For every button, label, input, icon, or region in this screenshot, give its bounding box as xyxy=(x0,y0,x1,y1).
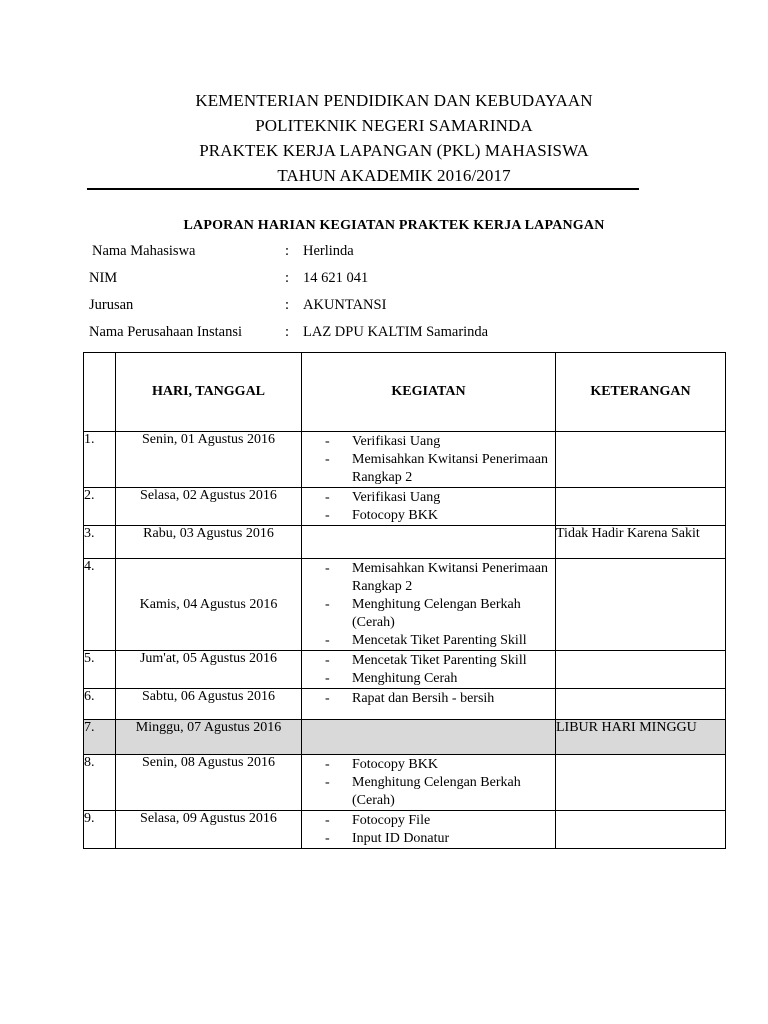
bullet-dash: - xyxy=(325,691,330,706)
activity-text: Memisahkan Kwitansi Penerimaan Rangkap 2 xyxy=(352,561,548,594)
activity-list xyxy=(302,755,555,810)
bullet-dash: - xyxy=(325,597,330,612)
activity-item xyxy=(302,690,555,708)
academic-year: TAHUN AKADEMIK 2016/2017 xyxy=(277,166,511,185)
bullet-dash: - xyxy=(325,813,330,828)
document-header xyxy=(0,88,768,188)
activity-item xyxy=(302,507,555,525)
row-date: Sabtu, 06 Agustus 2016 xyxy=(116,689,302,720)
row-date: Rabu, 03 Agustus 2016 xyxy=(116,526,302,559)
activity-text: Mencetak Tiket Parenting Skill xyxy=(352,633,527,648)
bullet-dash: - xyxy=(325,633,330,648)
table-row xyxy=(84,432,726,488)
activity-list xyxy=(302,689,555,708)
row-activities xyxy=(302,689,556,720)
activity-text: Fotocopy File xyxy=(352,813,431,828)
bullet-dash: - xyxy=(325,775,330,790)
header-divider xyxy=(87,188,639,190)
row-number: 8. xyxy=(84,755,116,811)
activity-item xyxy=(302,812,555,830)
header-date: HARI, TANGGAL xyxy=(116,353,302,432)
row-note xyxy=(556,432,726,488)
info-value: LAZ DPU KALTIM Samarinda xyxy=(303,324,489,340)
activity-item xyxy=(302,670,555,688)
bullet-dash: - xyxy=(325,490,330,505)
row-number: 5. xyxy=(84,651,116,689)
institution-name: POLITEKNIK NEGERI SAMARINDA xyxy=(255,116,533,135)
row-note xyxy=(556,811,726,849)
daily-activity-table xyxy=(83,352,726,849)
activity-item xyxy=(302,756,555,774)
activity-text: Mencetak Tiket Parenting Skill xyxy=(352,653,527,668)
bullet-dash: - xyxy=(325,653,330,668)
bullet-dash: - xyxy=(325,671,330,686)
row-activities xyxy=(302,651,556,689)
info-label: NIM xyxy=(89,270,118,286)
table-row xyxy=(84,526,726,559)
bullet-dash: - xyxy=(325,561,330,576)
activity-list xyxy=(302,559,555,650)
activity-item xyxy=(302,774,555,810)
bullet-dash: - xyxy=(325,831,330,846)
activity-list xyxy=(302,651,555,688)
activity-text: Fotocopy BKK xyxy=(352,757,438,772)
activity-item xyxy=(302,652,555,670)
info-label: Nama Perusahaan Instansi xyxy=(89,324,243,340)
table-row xyxy=(84,488,726,526)
row-note xyxy=(556,559,726,651)
activity-text: Menghitung Celengan Berkah (Cerah) xyxy=(352,597,521,630)
activity-item xyxy=(302,451,555,487)
table-row xyxy=(84,755,726,811)
activity-item xyxy=(302,632,555,650)
table-row xyxy=(84,720,726,755)
header-number xyxy=(84,353,116,432)
row-number: 4. xyxy=(84,559,116,651)
header-note: KETERANGAN xyxy=(556,353,726,432)
header-activity: KEGIATAN xyxy=(302,353,556,432)
row-activities xyxy=(302,488,556,526)
info-value: AKUNTANSI xyxy=(303,297,387,313)
activity-text: Fotocopy BKK xyxy=(352,508,438,523)
row-note xyxy=(556,651,726,689)
row-date: Senin, 08 Agustus 2016 xyxy=(116,755,302,811)
row-activities xyxy=(302,432,556,488)
activity-text: Rapat dan Bersih - bersih xyxy=(352,691,495,706)
info-colon: : xyxy=(285,297,290,313)
activity-item xyxy=(302,433,555,451)
row-number: 7. xyxy=(84,720,116,755)
table-body xyxy=(84,432,726,849)
ministry-name: KEMENTERIAN PENDIDIKAN DAN KEBUDAYAAN xyxy=(195,91,593,110)
info-colon: : xyxy=(285,243,290,259)
bullet-dash: - xyxy=(325,757,330,772)
info-colon: : xyxy=(285,270,290,286)
info-value: 14 621 041 xyxy=(303,270,369,286)
row-note xyxy=(556,689,726,720)
row-date: Senin, 01 Agustus 2016 xyxy=(116,432,302,488)
bullet-dash: - xyxy=(325,452,330,467)
activity-item xyxy=(302,489,555,507)
info-label: Nama Mahasiswa xyxy=(92,243,196,259)
activity-text: Memisahkan Kwitansi Penerimaan Rangkap 2 xyxy=(352,452,548,485)
activity-item xyxy=(302,830,555,848)
info-label: Jurusan xyxy=(89,297,134,313)
row-activities xyxy=(302,811,556,849)
activity-item xyxy=(302,560,555,596)
row-number: 9. xyxy=(84,811,116,849)
row-activities xyxy=(302,559,556,651)
row-number: 3. xyxy=(84,526,116,559)
row-note xyxy=(556,488,726,526)
row-activities xyxy=(302,720,556,755)
row-activities xyxy=(302,755,556,811)
activity-item xyxy=(302,596,555,632)
info-colon: : xyxy=(285,324,290,340)
row-number: 2. xyxy=(84,488,116,526)
row-date: Minggu, 07 Agustus 2016 xyxy=(116,720,302,755)
row-activities xyxy=(302,526,556,559)
report-title: LAPORAN HARIAN KEGIATAN PRAKTEK KERJA LAPANGAN xyxy=(183,218,605,233)
table-row xyxy=(84,689,726,720)
activity-list xyxy=(302,432,555,487)
activity-list xyxy=(302,811,555,848)
row-date: Jum'at, 05 Agustus 2016 xyxy=(116,651,302,689)
row-note: LIBUR HARI MINGGU xyxy=(556,720,726,755)
activity-text: Verifikasi Uang xyxy=(352,490,441,505)
table-row xyxy=(84,651,726,689)
table-header-row xyxy=(84,353,726,432)
row-number: 1. xyxy=(84,432,116,488)
row-number: 6. xyxy=(84,689,116,720)
row-date: Kamis, 04 Agustus 2016 xyxy=(116,559,302,651)
row-date: Selasa, 09 Agustus 2016 xyxy=(116,811,302,849)
table-row xyxy=(84,811,726,849)
activity-list xyxy=(302,488,555,525)
row-date: Selasa, 02 Agustus 2016 xyxy=(116,488,302,526)
activity-text: Verifikasi Uang xyxy=(352,434,441,449)
info-value: Herlinda xyxy=(303,243,354,259)
table-row xyxy=(84,559,726,651)
activity-text: Menghitung Celengan Berkah (Cerah) xyxy=(352,775,521,808)
row-note xyxy=(556,755,726,811)
activity-text: Menghitung Cerah xyxy=(352,671,458,686)
bullet-dash: - xyxy=(325,508,330,523)
program-name: PRAKTEK KERJA LAPANGAN (PKL) MAHASISWA xyxy=(199,141,589,160)
activity-text: Input ID Donatur xyxy=(352,831,450,846)
row-note: Tidak Hadir Karena Sakit xyxy=(556,526,726,559)
bullet-dash: - xyxy=(325,434,330,449)
